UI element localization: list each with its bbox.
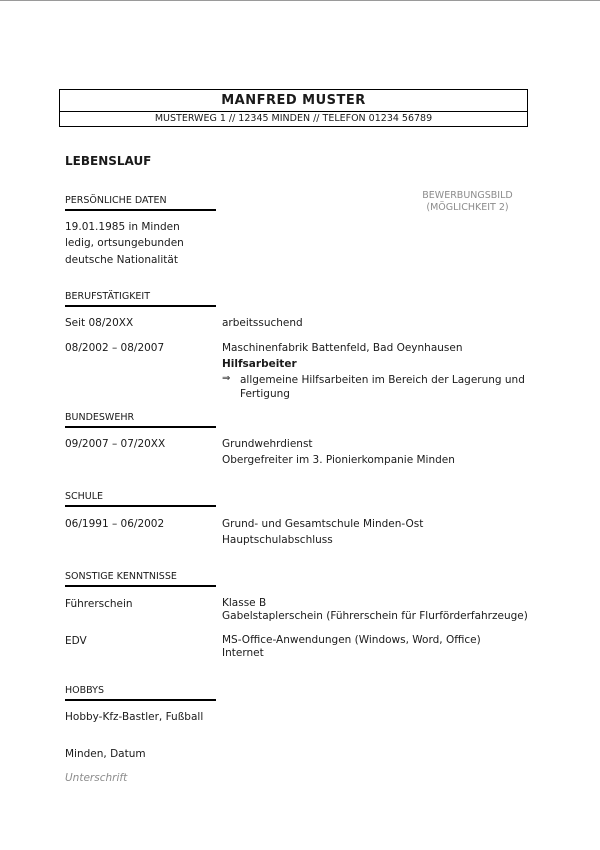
applicant-name: MANFRED MUSTER bbox=[60, 90, 527, 112]
signature-placeholder: Unterschrift bbox=[65, 772, 128, 784]
section-heading-hobbies: HOBBYS bbox=[65, 685, 216, 701]
section-heading-personal: PERSÖNLICHE DATEN bbox=[65, 195, 216, 211]
skill-value: Klasse B bbox=[222, 597, 267, 609]
photo-placeholder bbox=[400, 190, 535, 214]
skill-label: EDV bbox=[65, 635, 87, 647]
section-heading-skills: SONSTIGE KENNTNISSE bbox=[65, 571, 216, 587]
skill-value: Gabelstaplerschein (Führerschein für Flurförderfahrzeuge) bbox=[222, 610, 528, 622]
section-heading-school: SCHULE bbox=[65, 491, 216, 507]
section-heading-military: BUNDESWEHR bbox=[65, 412, 216, 428]
skill-value: Internet bbox=[222, 647, 264, 659]
skill-value: MS-Office-Anwendungen (Windows, Word, Office) bbox=[222, 634, 481, 646]
work-employer: Maschinenfabrik Battenfeld, Bad Oeynhausen bbox=[222, 342, 463, 354]
photo-placeholder-line2: (MÖGLICHKEIT 2) bbox=[426, 202, 509, 213]
document-title: LEBENSLAUF bbox=[65, 154, 152, 168]
section-heading-work: BERUFSTÄTIGKEIT bbox=[65, 291, 216, 307]
personal-line: ledig, ortsungebunden bbox=[65, 237, 184, 249]
page-top-border bbox=[0, 0, 600, 1]
military-rank: Obergefreiter im 3. Pionierkompanie Minden bbox=[222, 454, 455, 466]
work-role: Hilfsarbeiter bbox=[222, 358, 297, 370]
military-period: 09/2007 – 07/20XX bbox=[65, 438, 166, 450]
skill-label: Führerschein bbox=[65, 598, 133, 610]
military-service: Grundwehrdienst bbox=[222, 438, 313, 450]
personal-line: deutsche Nationalität bbox=[65, 254, 178, 266]
header-box bbox=[59, 89, 528, 127]
school-period: 06/1991 – 06/2002 bbox=[65, 518, 165, 530]
work-period: 08/2002 – 08/2007 bbox=[65, 342, 165, 354]
contact-line: MUSTERWEG 1 // 12345 MINDEN // TELEFON 01234 56789 bbox=[154, 113, 433, 124]
school-name: Grund- und Gesamtschule Minden-Ost bbox=[222, 518, 424, 530]
work-task: allgemeine Hilfsarbeiten im Bereich der Lagerung und Fertigung bbox=[240, 374, 525, 400]
photo-placeholder-line1: BEWERBUNGSBILD bbox=[422, 190, 513, 201]
arrow-right-icon: ⇒ bbox=[222, 373, 231, 384]
place-date: Minden, Datum bbox=[65, 748, 146, 760]
hobbies-text: Hobby-Kfz-Bastler, Fußball bbox=[65, 711, 204, 723]
school-degree: Hauptschulabschluss bbox=[222, 534, 333, 546]
personal-line: 19.01.1985 in Minden bbox=[65, 221, 180, 233]
work-period: Seit 08/20XX bbox=[65, 317, 134, 329]
work-description: arbeitssuchend bbox=[222, 317, 303, 329]
